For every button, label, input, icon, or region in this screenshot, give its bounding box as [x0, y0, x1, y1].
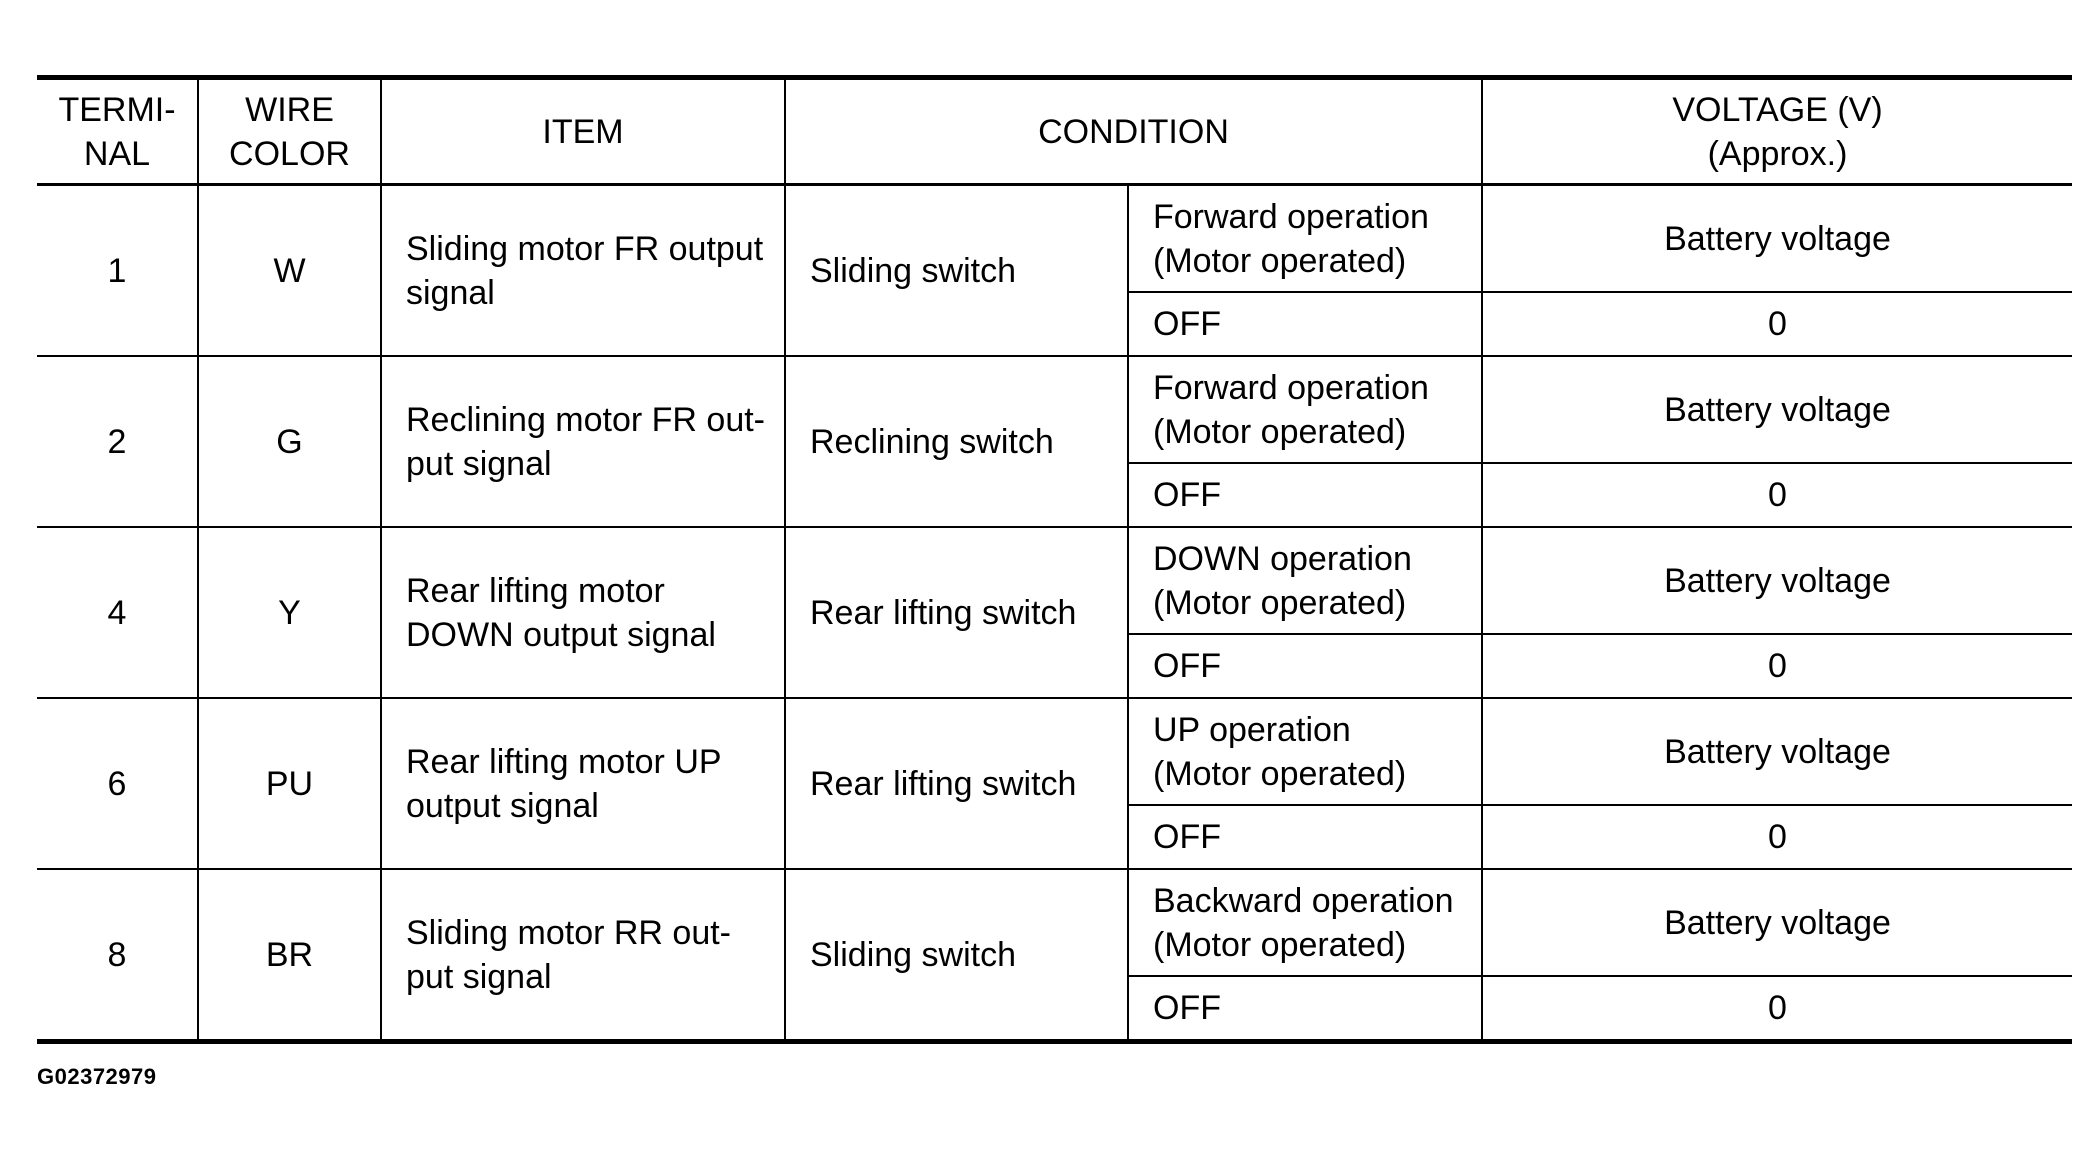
- condition-line: (Motor operated): [1153, 412, 1407, 451]
- condition-line: (Motor operated): [1153, 754, 1407, 793]
- header-voltage-line: VOLTAGE (V): [1672, 90, 1883, 129]
- item-line: Reclining motor FR out-: [406, 400, 766, 439]
- wire-color-cell: PU: [198, 698, 381, 869]
- wire-color-cell: BR: [198, 869, 381, 1042]
- header-wire-color-line: WIRE: [245, 90, 334, 129]
- table-row: [37, 527, 2072, 634]
- condition-line: (Motor operated): [1153, 583, 1407, 622]
- voltage-cell: Battery voltage: [1482, 185, 2072, 293]
- header-item: ITEM: [381, 78, 785, 185]
- voltage-cell: 0: [1482, 805, 2072, 869]
- voltage-cell: Battery voltage: [1482, 869, 2072, 976]
- terminal-cell: 8: [37, 869, 198, 1042]
- terminal-voltage-table: [37, 75, 2072, 1044]
- voltage-cell: Battery voltage: [1482, 356, 2072, 463]
- condition-line: Forward operation: [1153, 197, 1429, 236]
- header-terminal-line: NAL: [83, 134, 151, 173]
- table-row: [37, 869, 2072, 976]
- condition-line: DOWN operation: [1153, 539, 1412, 578]
- terminal-cell: 6: [37, 698, 198, 869]
- item-line: Rear lifting motor: [406, 571, 665, 610]
- condition-line: (Motor operated): [1153, 925, 1407, 964]
- voltage-cell: 0: [1482, 976, 2072, 1042]
- wire-color-cell: W: [198, 185, 381, 357]
- voltage-cell: 0: [1482, 463, 2072, 527]
- voltage-cell: Battery voltage: [1482, 698, 2072, 805]
- condition-state-cell: [1128, 185, 1482, 293]
- header-wire-color-line: COLOR: [229, 134, 350, 173]
- item-cell: [381, 698, 785, 869]
- wire-color-cell: Y: [198, 527, 381, 698]
- item-line: put signal: [406, 444, 552, 483]
- switch-cell: Rear lifting switch: [785, 527, 1128, 698]
- condition-line: UP operation: [1153, 710, 1351, 749]
- voltage-cell: 0: [1482, 634, 2072, 698]
- item-cell: [381, 869, 785, 1042]
- terminal-cell: 2: [37, 356, 198, 527]
- header-condition: CONDITION: [785, 78, 1482, 185]
- voltage-cell: Battery voltage: [1482, 527, 2072, 634]
- item-line: signal: [406, 273, 495, 312]
- header-voltage: [1482, 78, 2072, 185]
- terminal-cell: 4: [37, 527, 198, 698]
- header-terminal: [37, 78, 198, 185]
- table-row: [37, 356, 2072, 463]
- wire-color-cell: G: [198, 356, 381, 527]
- condition-line: (Motor operated): [1153, 241, 1407, 280]
- condition-line: Forward operation: [1153, 368, 1429, 407]
- item-line: output signal: [406, 786, 599, 825]
- figure-code: G02372979: [37, 1064, 157, 1089]
- table-row: [37, 698, 2072, 805]
- voltage-cell: 0: [1482, 292, 2072, 356]
- header-row: [37, 78, 2072, 185]
- item-line: DOWN output signal: [406, 615, 716, 654]
- item-cell: [381, 527, 785, 698]
- condition-state-cell: [1128, 869, 1482, 976]
- header-voltage-line: (Approx.): [1707, 134, 1848, 173]
- item-cell: [381, 356, 785, 527]
- condition-off-cell: OFF: [1128, 805, 1482, 869]
- header-terminal-line: TERMI-: [58, 90, 176, 129]
- condition-off-cell: OFF: [1128, 976, 1482, 1042]
- terminal-cell: 1: [37, 185, 198, 357]
- item-line: put signal: [406, 957, 552, 996]
- switch-cell: Sliding switch: [785, 869, 1128, 1042]
- header-wire-color: [198, 78, 381, 185]
- item-cell: [381, 185, 785, 357]
- condition-off-cell: OFF: [1128, 634, 1482, 698]
- condition-off-cell: OFF: [1128, 292, 1482, 356]
- table-row: [37, 185, 2072, 293]
- condition-state-cell: [1128, 356, 1482, 463]
- switch-cell: Rear lifting switch: [785, 698, 1128, 869]
- item-line: Sliding motor FR output: [406, 229, 764, 268]
- item-line: Rear lifting motor UP: [406, 742, 722, 781]
- condition-off-cell: OFF: [1128, 463, 1482, 527]
- condition-state-cell: [1128, 698, 1482, 805]
- item-line: Sliding motor RR out-: [406, 913, 732, 952]
- switch-cell: Reclining switch: [785, 356, 1128, 527]
- switch-cell: Sliding switch: [785, 185, 1128, 357]
- condition-state-cell: [1128, 527, 1482, 634]
- condition-line: Backward operation: [1153, 881, 1454, 920]
